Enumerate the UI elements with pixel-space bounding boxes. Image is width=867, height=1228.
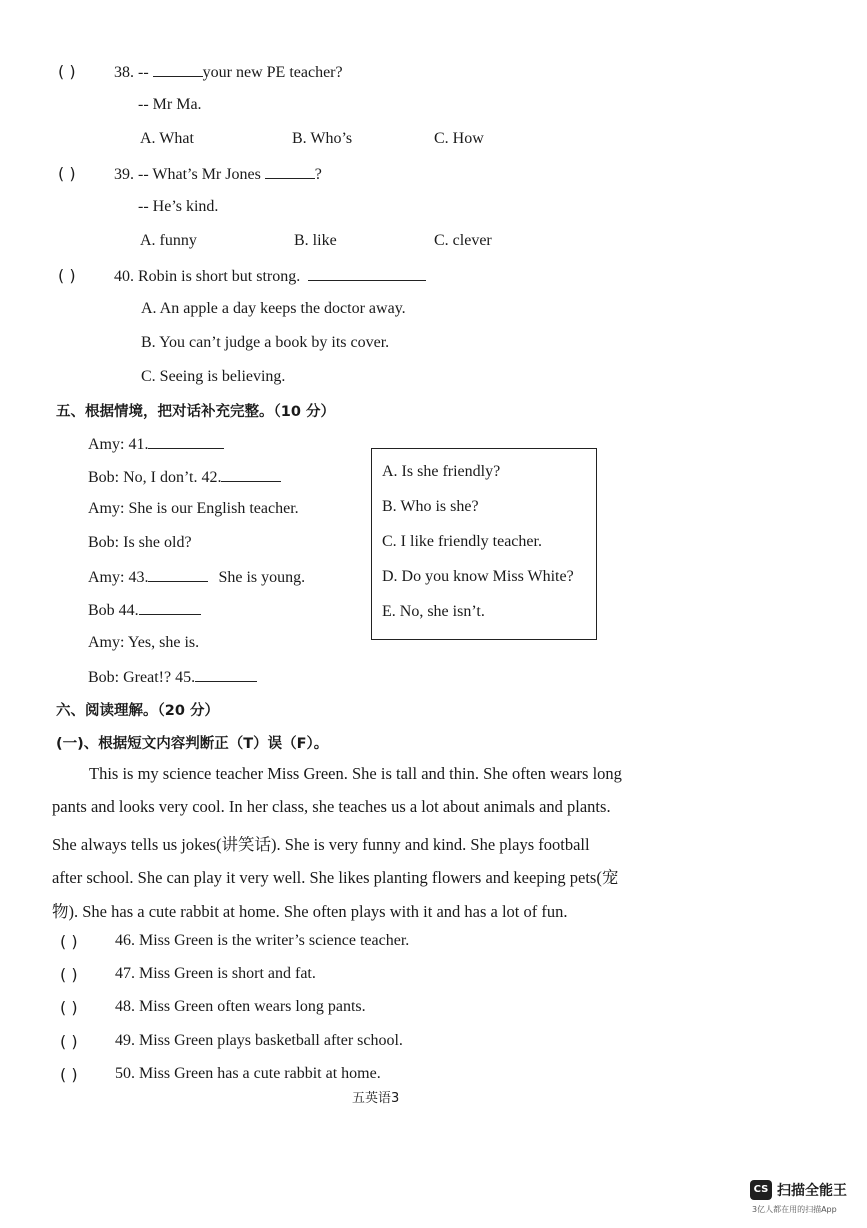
tf-item-49: 49. Miss Green plays basketball after school. bbox=[115, 1032, 403, 1049]
question-38-stem-post: your new PE teacher? bbox=[202, 64, 343, 81]
section-6-heading: 六、阅读理解。（20 分） bbox=[56, 703, 219, 719]
question-39-option-a: A. funny bbox=[140, 232, 197, 249]
watermark-app-name: 扫描全能王 bbox=[777, 1183, 847, 1199]
dialogue-text: Bob: Great!? 45. bbox=[88, 669, 196, 686]
answer-blank bbox=[265, 164, 315, 179]
answer-paren-39: ( ) bbox=[58, 164, 76, 183]
answer-blank bbox=[148, 567, 208, 582]
dialogue-line-43 bbox=[88, 567, 305, 587]
answer-paren-40: ( ) bbox=[58, 266, 76, 285]
page-label: 五英语3 bbox=[352, 1091, 400, 1106]
question-39-option-c: C. clever bbox=[434, 232, 492, 249]
box-option-a: A. Is she friendly? bbox=[382, 463, 501, 480]
dialogue-line-44 bbox=[88, 600, 201, 620]
question-38-option-c: C. How bbox=[434, 130, 484, 147]
dialogue-line-45 bbox=[88, 667, 257, 687]
dialogue-text: Amy: 41. bbox=[88, 436, 149, 453]
passage-line-2: pants and looks very cool. In her class, she teaches us a lot about animals and plants. bbox=[52, 797, 611, 816]
dialogue-line-4: Bob: Is she old? bbox=[88, 534, 192, 551]
dialogue-text: Amy: 43. bbox=[88, 569, 149, 586]
answer-paren-50: ( ) bbox=[60, 1065, 78, 1084]
dialogue-text-after: She is young. bbox=[218, 569, 306, 586]
options-box bbox=[371, 448, 597, 640]
answer-paren-47: ( ) bbox=[60, 965, 78, 984]
passage-line-1: This is my science teacher Miss Green. She is tall and thin. She often wears long bbox=[89, 764, 622, 783]
question-38-reply: -- Mr Ma. bbox=[138, 96, 202, 113]
dialogue-line-41 bbox=[88, 434, 224, 454]
section-5-heading: 五、根据情境，把对话补充完整。（10 分） bbox=[56, 404, 335, 420]
section-6-subheading: (一)、根据短文内容判断正（T）误（F）。 bbox=[56, 736, 329, 752]
dialogue-text: Bob: No, I don’t. 42. bbox=[88, 469, 222, 486]
watermark-tagline: 3亿人都在用的扫描App bbox=[752, 1205, 837, 1214]
question-40-stem bbox=[114, 266, 426, 286]
question-39-stem bbox=[114, 164, 322, 184]
camscanner-logo-icon: CS bbox=[750, 1180, 772, 1200]
dialogue-line-3: Amy: She is our English teacher. bbox=[88, 500, 299, 517]
answer-paren-46: ( ) bbox=[60, 932, 78, 951]
tf-item-46: 46. Miss Green is the writer’s science teacher. bbox=[115, 932, 410, 949]
answer-blank bbox=[195, 667, 257, 682]
question-38-option-b: B. Who’s bbox=[292, 130, 353, 147]
answer-blank bbox=[308, 266, 426, 281]
tf-item-48: 48. Miss Green often wears long pants. bbox=[115, 998, 366, 1015]
question-39-option-b: B. like bbox=[294, 232, 337, 249]
tf-item-47: 47. Miss Green is short and fat. bbox=[115, 965, 316, 982]
answer-paren-48: ( ) bbox=[60, 998, 78, 1017]
answer-blank bbox=[153, 62, 203, 77]
question-40-option-c: C. Seeing is believing. bbox=[141, 368, 286, 385]
question-40-stem-text: 40. Robin is short but strong. bbox=[114, 268, 301, 285]
question-38-stem-pre: 38. -- bbox=[114, 64, 149, 81]
question-40-option-b: B. You can’t judge a book by its cover. bbox=[141, 334, 390, 351]
answer-blank bbox=[139, 600, 201, 615]
box-option-e: E. No, she isn’t. bbox=[382, 603, 485, 620]
tf-item-50: 50. Miss Green has a cute rabbit at home. bbox=[115, 1065, 381, 1082]
question-38-stem bbox=[114, 62, 343, 82]
passage-line-4: after school. She can play it very well. She likes planting flowers and keeping pets(宠 bbox=[52, 868, 619, 887]
dialogue-line-7: Amy: Yes, she is. bbox=[88, 634, 200, 651]
question-40-option-a: A. An apple a day keeps the doctor away. bbox=[141, 300, 406, 317]
box-option-b: B. Who is she? bbox=[382, 498, 479, 515]
answer-paren-49: ( ) bbox=[60, 1032, 78, 1051]
passage-line-5: 物). She has a cute rabbit at home. She often plays with it and has a lot of fun. bbox=[52, 902, 568, 921]
question-39-stem-pre: 39. -- What’s Mr Jones bbox=[114, 166, 261, 183]
question-38-option-a: A. What bbox=[140, 130, 194, 147]
question-39-reply: -- He’s kind. bbox=[138, 198, 219, 215]
box-option-d: D. Do you know Miss White? bbox=[382, 568, 574, 585]
answer-paren-38: ( ) bbox=[58, 62, 76, 81]
dialogue-line-42 bbox=[88, 467, 281, 487]
box-option-c: C. I like friendly teacher. bbox=[382, 533, 542, 550]
question-39-stem-post: ? bbox=[314, 166, 322, 183]
passage-line-3: She always tells us jokes(讲笑话). She is very funny and kind. She plays football bbox=[52, 835, 590, 854]
dialogue-text: Bob 44. bbox=[88, 602, 139, 619]
answer-blank bbox=[148, 434, 224, 449]
answer-blank bbox=[221, 467, 281, 482]
